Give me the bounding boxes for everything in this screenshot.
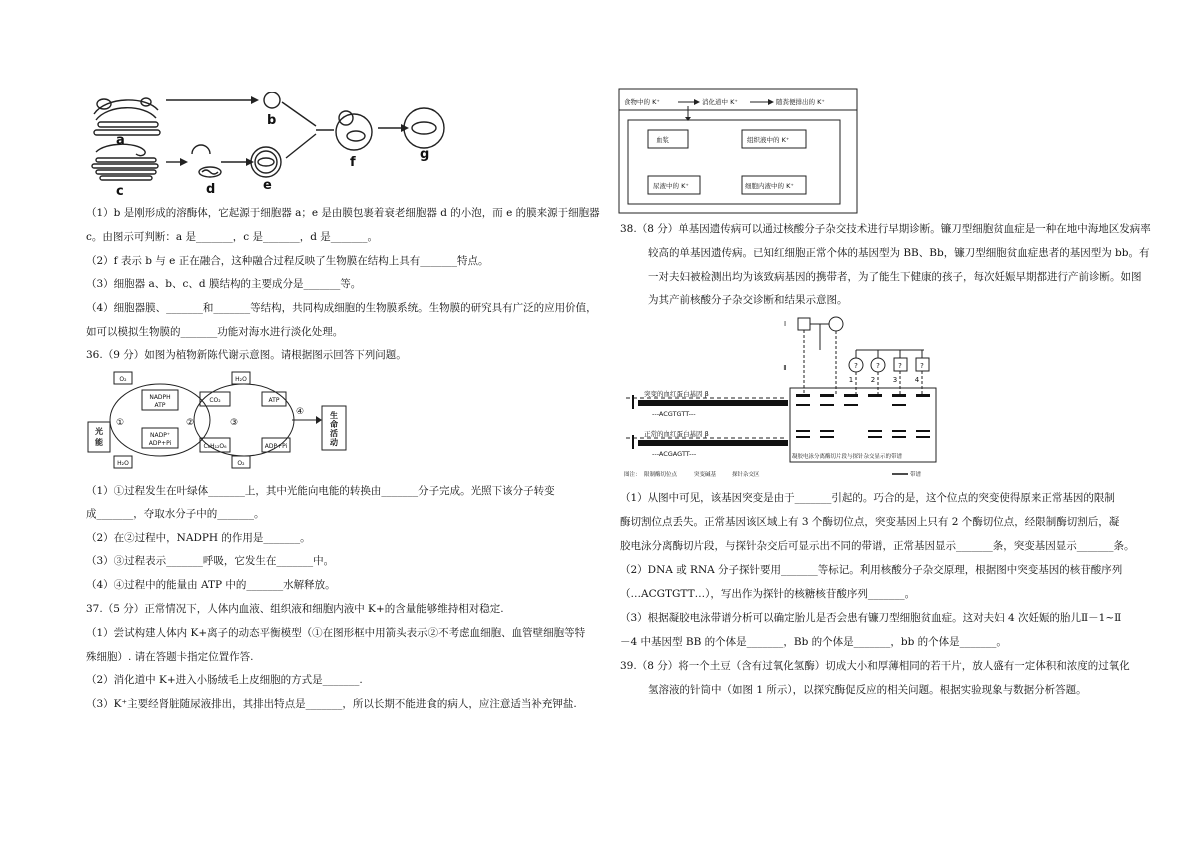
fig36-life-4: 动: [330, 438, 338, 447]
fig36-atp1: ATP: [154, 402, 166, 409]
legend-band: 带谱: [910, 472, 922, 478]
q35-p1b: c。由图示可判断：a 是_______，c 是_______，d 是_______。: [86, 231, 379, 243]
q38-line-1: 38.（8 分）单基因遗传病可以通过核酸分子杂交技术进行早期诊断。镰刀型细胞贫血症是一种在地中海地区发病率: [620, 223, 1151, 235]
q36-p3: （3）③过程表示_______呼吸，它发生在_______中。: [86, 555, 335, 567]
fig36-h2o-bottom: H₂O: [117, 460, 129, 467]
k-balance-figure: [618, 88, 858, 214]
fig36-nadp: NADP⁺: [150, 432, 170, 439]
fig36-life-3: 活: [330, 429, 338, 438]
q37-p2: （2）消化道中 K+进入小肠绒毛上皮细胞的方式是_______.: [86, 674, 363, 686]
gel-diagram: [622, 314, 952, 484]
fig36-h2o-top: H₂O: [235, 376, 247, 383]
fig36-life-1: 生: [330, 411, 338, 420]
q36-p1a: （1）①过程发生在叶绿体_______上，其中光能向电能的转换由_______分子完成。光照下该分子转变: [86, 485, 555, 497]
fig36-atp2: ATP: [268, 397, 280, 404]
q38-p1a: （1）从图中可见，该基因突变是由于_______引起的。巧合的是，这个位点的突变使得原来正常基因的限制: [620, 492, 1115, 504]
fig36-nadph: NADPH: [149, 394, 171, 401]
label-f: f: [350, 155, 356, 170]
q36-p1b: 成_______，夺取水分子中的_______。: [86, 508, 265, 520]
child-num-4: 4: [914, 376, 920, 384]
fig36-life-2: 命: [330, 420, 338, 429]
child-num-3: 3: [892, 376, 898, 384]
fig37-gut-k: 消化道中 K⁺: [702, 98, 738, 106]
child-num-2: 2: [870, 376, 876, 384]
q38-line-4: 为其产前核酸分子杂交诊断和结果示意图。: [648, 294, 848, 306]
fig37-feces-k: 随粪便排出的 K⁺: [776, 98, 825, 106]
fig38-seq-mutant: ---ACGTGTT---: [652, 410, 696, 418]
q35-p4b: 如可以模拟生物膜的_______功能对海水进行淡化处理。: [86, 326, 344, 338]
legend-probe: 探针杂交区: [732, 472, 760, 478]
pedigree-mark-4: ?: [920, 362, 924, 370]
q39-line-1: 39.（8 分）将一个土豆（含有过氧化氢酶）切成大小和厚薄相同的若干片，放人盛有一定体积和浓度的过氧化: [620, 660, 1130, 672]
q35-p3: （3）细胞器 a、b、c、d 膜结构的主要成分是_______等。: [86, 278, 362, 290]
fig36-co2: CO₂: [209, 397, 221, 404]
fig38-mutant-gene: 突变的血红蛋白基因 β: [644, 390, 709, 398]
fig38-normal-gene: 正常的血红蛋白基因 β: [644, 430, 709, 438]
q37-p3: （3）K⁺主要经肾脏随尿液排出，其排出特点是_______，所以长期不能进食的病人，应注意适当补充钾盐.: [86, 698, 577, 710]
label-a: a: [116, 133, 125, 148]
fig36-adp1: ADP+Pi: [148, 440, 172, 447]
fig36-n3: ③: [229, 418, 239, 428]
q38-p2b: （…ACGTGTT…），写出作为探针的核糖核苷酸序列_______。: [620, 588, 916, 600]
label-g: g: [420, 147, 430, 162]
fig36-glucose: C₆H₁₂O₆: [203, 443, 227, 450]
fig36-o2-bottom: O₂: [237, 460, 245, 467]
q36-p2: （2）在②过程中，NADPH 的作用是_______。: [86, 532, 311, 544]
q36-p4: （4）④过程中的能量由 ATP 中的_______水解释放。: [86, 579, 336, 591]
fig36-light-2: 能: [95, 438, 103, 447]
fig36-n4: ④: [295, 407, 305, 417]
child-num-1: 1: [848, 376, 854, 384]
q38-p2a: （2）DNA 或 RNA 分子探针要用_______等标记。利用核酸分子杂交原理，根据图中突变基因的核苷酸序列: [620, 564, 1123, 576]
legend-caption: 图注：: [624, 472, 641, 478]
fig36-adp2: ADP+Pi: [264, 443, 288, 450]
q38-p3b: －4 中基因型 BB 的个体是_______，Bb 的个体是_______，bb 的个体是_______。: [620, 636, 1007, 648]
q38-p3a: （3）根据凝胶电泳带谱分析可以确定胎儿是否会患有镰刀型细胞贫血症。这对夫妇 4 次妊娠的胎儿Ⅱ－1~Ⅱ: [620, 612, 1122, 624]
q35-p1a: （1）b 是刚形成的溶酶体，它起源于细胞器 a；e 是由膜包裹着衰老细胞器 d 的小泡，而 e 的膜来源于细胞器: [86, 207, 600, 219]
q38-p1b: 酶切割位点丢失。正常基因该区域上有 3 个酶切位点，突变基因上只有 2 个酶切位点，经限制酶切割后，凝: [620, 516, 1120, 528]
q35-p4a: （4）细胞器膜、_______和_______等结构，共同构成细胞的生物膜系统。生物膜的研究具有广泛的应用价值，: [86, 302, 597, 314]
generation-i: Ⅰ: [783, 320, 787, 328]
pedigree-mark-3: ?: [898, 362, 902, 370]
pedigree-mark-2: ?: [876, 362, 880, 370]
organelle-figure: [86, 92, 456, 202]
label-d: d: [206, 182, 216, 197]
fig36-n2: ②: [185, 418, 195, 428]
generation-ii: Ⅱ: [783, 364, 787, 372]
fig36-n1: ①: [115, 418, 125, 428]
q35-p2: （2）f 表示 b 与 e 正在融合，这种融合过程反映了生物膜在结构上具有_______特点。: [86, 255, 489, 267]
q37-p1b: 殊细胞）. 请在答题卡指定位置作答.: [86, 651, 254, 663]
fig36-o2: O₂: [119, 376, 127, 383]
fig37-cell-k: 细胞内液中的 K⁺: [745, 182, 794, 190]
fig36-light-1: 光: [95, 427, 103, 436]
metabolism-figure: [86, 370, 366, 474]
q39-line-2: 氢溶液的针筒中（如图 1 所示），以探究酶促反应的相关问题。根据实验现象与数据分析答题。: [648, 684, 1087, 696]
fig37-food-k: 食物中的 K⁺: [624, 98, 660, 106]
q38-line-3: 一对夫妇被检测出均为该致病基因的携带者，为了能生下健康的孩子，每次妊娠早期都进行产前诊断。如图: [648, 271, 1142, 283]
legend-site: 限制酶切位点: [644, 472, 678, 478]
gel-caption: 凝胶电泳分离酶切片段与探针杂交显示的带谱: [792, 454, 903, 460]
fig38-seq-normal: ---ACGAGTT---: [652, 450, 697, 458]
q37-p1a: （1）尝试构建人体内 K+离子的动态平衡模型（①在图形框中用箭头表示②不考虑血细胞、血管壁细胞等特: [86, 627, 586, 639]
fig37-tissue-k: 组织液中的 K⁺: [747, 136, 790, 144]
q36-heading: 36.（9 分）如图为植物新陈代谢示意图。请根据图示回答下列问题。: [86, 349, 407, 361]
fig37-urine-k: 尿液中的 K⁺: [653, 182, 689, 190]
q38-p1c: 胶电泳分离酶切片段，与探针杂交后可显示出不同的带谱，正常基因显示_______条，突变基因显示_______条。: [620, 540, 1135, 552]
label-c: c: [116, 184, 124, 199]
fig37-blood: 血浆: [656, 136, 669, 144]
legend-mut: 突变碱基: [694, 472, 717, 478]
q37-heading: 37.（5 分）正常情况下，人体内血液、组织液和细胞内液中 K+的含量能够维持相对稳定.: [86, 603, 504, 615]
label-b: b: [267, 113, 277, 128]
pedigree-mark-1: ?: [854, 362, 858, 370]
q38-line-2: 较高的单基因遗传病。已知红细胞正常个体的基因型为 BB、Bb，镰刀型细胞贫血症患者的基因型为 bb。有: [648, 247, 1150, 259]
label-e: e: [263, 178, 272, 193]
